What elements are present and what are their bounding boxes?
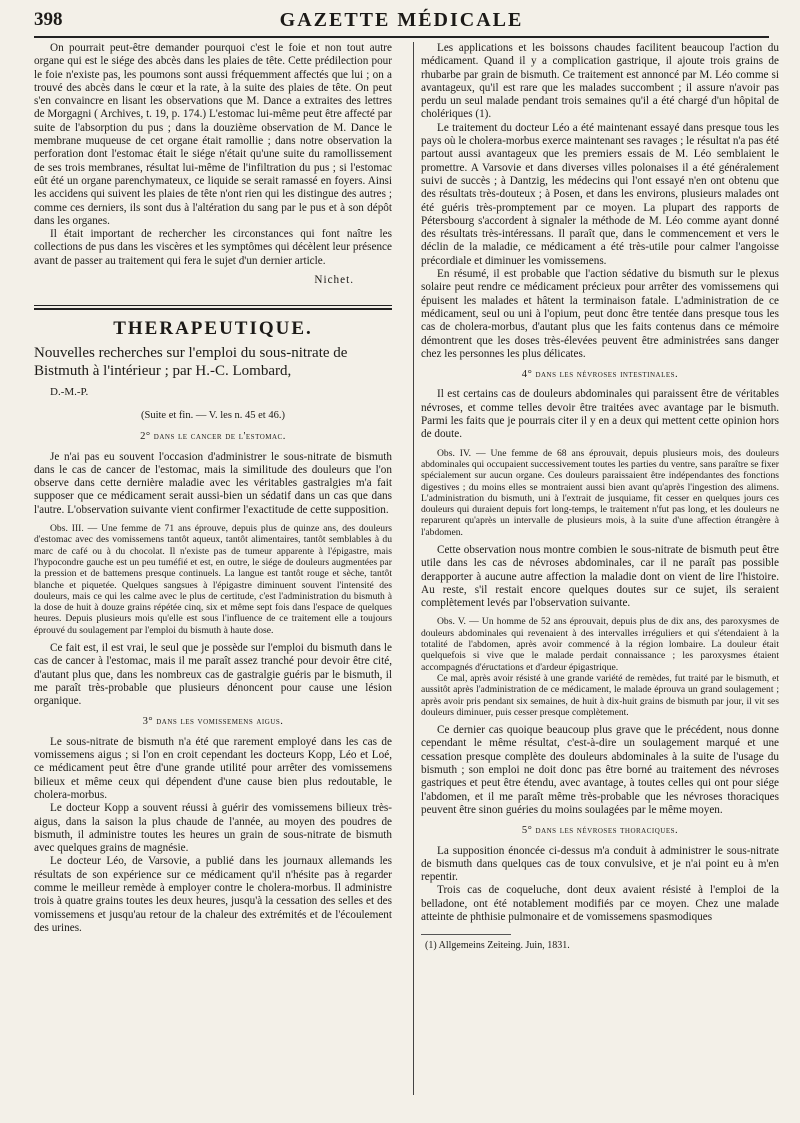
paragraph: Le sous-nitrate de bismuth n'a été que rarement employé dans les cas de vomissemens aigus ; si l'on en croit cependant les docteurs Kopp, Léo et Loé, ce médicament peut être d'une grande utilité pour arrêter des vomissemens bilieux et même ceux qui dépendent d'une cause bien plus redoutable, le cholera-morbus. — [34, 735, 392, 801]
page-number: 398 — [34, 9, 63, 30]
observation-text: Ce mal, après avoir résisté à une grande variété de remèdes, fut traité par le bismuth, et aussitôt après l'administration de ce médicament, le malade éprouva un grand soulagement ; après avoir pris pendant six semaines, de huit à dix-huit grains de bismuth par jour, il vit ses douleurs diminuer, puis cesser presque complètement. — [421, 672, 779, 718]
page-header — [34, 6, 769, 38]
subsection-heading: 5° dans les névroses thoraciques. — [521, 825, 679, 837]
paragraph: Ce dernier cas quoique beaucoup plus grave que le précédent, nous donne cependant le même résultat, c'est-à-dire un soulagement marqué et une cessation presque complète des douleurs abdominales à la suite de l'usage du bismuth ; son emploi ne doit donc pas être borné au traitement des névroses gastriques et peut être étendu, avec avantage, à toutes celles qui ont pour siége l'abdomen, et il me paraît même très-probable que les névroses thoraciques peuvent être sinon guéries du moins soulagées par le même moyen. — [421, 724, 779, 816]
subsection-heading: 2° dans le cancer de l'estomac. — [140, 431, 286, 443]
right-column — [421, 42, 779, 1095]
author-signature: Nichet. — [314, 274, 354, 287]
paragraph: Le docteur Kopp a souvent réussi à guérir des vomissemens bilieux très-aigus, dans la saison la plus chaude de l'année, au moyen des poudres de bismuth, il administre toutes les heures un grain de sous-nitrate de bismuth avec quelques grains de magnésie. — [34, 802, 392, 855]
paragraph: Le docteur Léo, de Varsovie, a publié dans les journaux allemands les résultats de son expérience sur ce médicament qu'il n'hésite pas à regarder comme le meilleur remède à employer contre le cholera-morbus. Il administre trois à quatre grains toutes les deux heures, jusqu'à la cessation des selles et des vomissemens et jusqu'au retour de la chaleur des extrémités et de l'écoulement des urines. — [34, 855, 392, 934]
article-title: Nouvelles recherches sur l'emploi du sous-nitrate de Bistmuth à l'intérieur ; par H.-C. Lombard, — [34, 344, 348, 379]
paragraph: Le traitement du docteur Léo a été maintenant essayé dans presque tous les pays où le cholera-morbus exerce maintenant ses ravages ; le résultat n'a pas été partout aussi avantageux que les premiers essais de M. Léo semblaient le promettre. A Varsovie et dans diverses villes polonaises il a été généralement suivi de succès ; à Dantzig, les médecins qui l'ont essayé n'en ont obtenu que des résultats très-douteux ; à Posen, et dans les environs, plusieurs malades ont été guéris très-promptement par ce moyen. La plupart des rapports de Pétersbourg s'accordent à signaler la méthode de M. Léo comme ayant donné des résultats très-intéressans. Il paraît que, dans le commencement et vers le déclin de la maladie, ce médicament a été très-utile pour calmer l'angoisse précordiale et diminuer les vomissemens. — [421, 121, 779, 267]
column-divider — [413, 42, 414, 1095]
paragraph: Trois cas de coqueluche, dont deux avaient résisté à l'emploi de la belladone, ont été notablement modifiés par ce moyen. Chez une malade atteinte de phthisie pulmonaire et de vomissemens spasmodiques — [421, 884, 779, 923]
section-title: THERAPEUTIQUE. — [113, 318, 313, 340]
paragraph: En résumé, il est probable que l'action sédative du bismuth sur le plexus solaire peut rendre ce médicament précieux pour arrêter des vomissemens qui épuisent les malades et hâtent la terminaison fatale. L'administration de ce médicament, seul ou uni à l'opium, peut donc être tentée dans presque tous les cas de cholera-morbus, d'autant plus que les faits contenus dans ce mémoire démontrent que les doses très-élevées peuvent être administrées sans danger chez les personnes les plus délicates. — [421, 268, 779, 360]
continuation-note: (Suite et fin. — V. les n. 45 et 46.) — [141, 409, 285, 421]
paragraph: Je n'ai pas eu souvent l'occasion d'administrer le sous-nitrate de bismuth dans le cas de cancer de l'estomac, mais la similitude des douleurs que l'on observe dans cette dernière maladie avec les véritables gastralgies m'a fait supposer que ce médicament serait aussi-bien un sédatif dans un cas que dans l'autre. L'observation suivante vient confirmer l'exactitude de cette supposition. — [34, 450, 392, 516]
footnote-rule — [421, 934, 511, 935]
paragraph: On pourrait peut-être demander pourquoi c'est le foie et non tout autre organe qui est le siége des abcès dans les plaies de tête. Cette prédilection pour le foie n'existe pas, les poumons sont aussi fréquemment affectés que lui ; on a trouvé des abcès dans le cœur et la rate, à la suite des plaies de tête. On peut s'en convaincre en lisant les observations que M. Dance a extraites des lettres de Morgagni ( Archives, t. 19, p. 174.) L'estomac lui-même peut être affecté par suite de l'absorption du pus ; dans la douzième observation de M. Dance le membrane muqueuse de cet organe était ramollie ; dans notre observation la perforation dont l'estomac était le siége n'était qu'une suite du ramollissement de ses trois membranes, résultat lui-même de l'infiltration du pus ; si l'estomac eût été un organe parenchymateux, ce liquide se serait ramassé en foyers. Ainsi les accidens qui suivent les plaies de tête n'ont rien qui les distingue des autres ; comme ces derniers, ils sont dus à l'altération du sang par le pus et à son dépôt dans les organes. — [34, 42, 392, 227]
observation-text: Obs. III. — Une femme de 71 ans éprouve, depuis plus de quinze ans, des douleurs d'estomac avec des vomissemens tantôt aqueux, tantôt alimentaires, tantôt semblables à du marc de café ou à du chocolat. Il n'existe pas de tumeur apparente à l'épigastre, mais l'hypocondre gauche est un peu tuméfié et est, en outre, le siége de douleurs augmentées par la pression et de battemens presque continuels. La langue est tantôt rouge et sèche, tantôt blanche et piquetée. Quelques sangsues à l'épigastre diminuent souvent l'intensité des douleurs, mais ce qui les calme avec le plus de certitude, c'est l'administration du bismuth à la dose de huit à douze grains répétée cinq, six et même sept fois dans l'espace de quelques heures. Depuis plusieurs mois qu'elle est sous l'influence de ce traitement elle a toujours éprouvé du soulagement par l'emploi du bismuth à haute dose. — [34, 523, 392, 636]
paragraph: Il est certains cas de douleurs abdominales qui paraissent être de véritables névroses, et comme telles devoir être traitées avec avantage par le bismuth. Parmi les faits que je pourrais citer il y en a deux qui mettent cette opinion hors de doute. — [421, 388, 779, 441]
journal-title: GAZETTE MÉDICALE — [279, 9, 524, 31]
section-divider — [34, 305, 392, 310]
footnote: (1) Allgemeins Zeiteing. Juin, 1831. — [425, 940, 570, 952]
paragraph: Ce fait est, il est vrai, le seul que je possède sur l'emploi du bismuth dans le cas de cancer à l'estomac, mais il me paraît assez tranché pour devoir être cité, d'autant plus que, dans les nombreux cas de gastralgie guéris par le bismuth, il me paraît très-probable que plusieurs dénoncent pour cause une lésion organique. — [34, 641, 392, 708]
observation-text: Obs. IV. — Une femme de 68 ans éprouvait, depuis plusieurs mois, des douleurs abdominales qui occupaient successivement toutes les parties du ventre, sans paraître se fixer spécialement sur aucun organe. Ces douleurs paraissaient être indépendantes des fonctions digestives ; du moins elles se montraient aussi bien avant qu'après l'ingestion des alimens. L'administration du bismuth, uni à l'extrait de jusquiame, fit cesser en quelques jours ces douleurs qui duraient depuis fort long-temps, le traitement n'fut pas long, et les douleurs ne reparurent qu'après un intervalle de plusieurs mois, à la suite d'une affection étrangère à l'abdomen. — [421, 447, 779, 538]
paragraph: La supposition énoncée ci-dessus m'a conduit à administrer le sous-nitrate de bismuth dans quelques cas de toux convulsive, et je n'ai point eu à m'en repentir. — [421, 844, 779, 884]
paragraph: Les applications et les boissons chaudes facilitent beaucoup l'action du médicament. Quand il y a complication gastrique, il ajoute trois grains de rhubarbe par grain de bismuth. Ce traitement est annoncé par M. Léo comme si avantageux, qu'il est rare que les malades succombent ; il assure n'avoir pas perdu un seul malade pendant trois semaines qu'il a été chargé d'un hôpital de cholériques (1). — [421, 42, 779, 121]
paragraph: Cette observation nous montre combien le sous-nitrate de bismuth peut être utile dans les cas de névroses abdominales, car il ne paraît pas possible derapporter à aucune autre affection la maladie dont on vient de lire l'histoire. Au reste, s'il restait encore quelques doutes sur ce sujet, ils seraient complètement levés par l'observation suivante. — [421, 543, 779, 610]
observation-text: Obs. V. — Un homme de 52 ans éprouvait, depuis plus de dix ans, des paroxysmes de douleurs abdominales qui revenaient à des intervalles irréguliers et qui s'étendaient à la totalité de l'abdomen, après avoir commencé à la région lombaire. La douleur était quelquefois si vive que le malade perdait connaissance ; les paroxysmes étaient accompagnés d'éructations et d'ardeur épigastrique. — [421, 616, 779, 673]
left-column — [34, 42, 392, 1095]
paragraph: Il était important de rechercher les circonstances qui font naître les collections de pus dans les viscères et les symptômes qui décèlent leur présence avant de passer au traitement qui fera le sujet d'un dernier article. — [34, 228, 392, 267]
subsection-heading: 3° dans les vomissemens aigus. — [142, 716, 284, 728]
author-credentials: D.-M.-P. — [50, 385, 89, 398]
subsection-heading: 4° dans les névroses intestinales. — [521, 369, 679, 381]
